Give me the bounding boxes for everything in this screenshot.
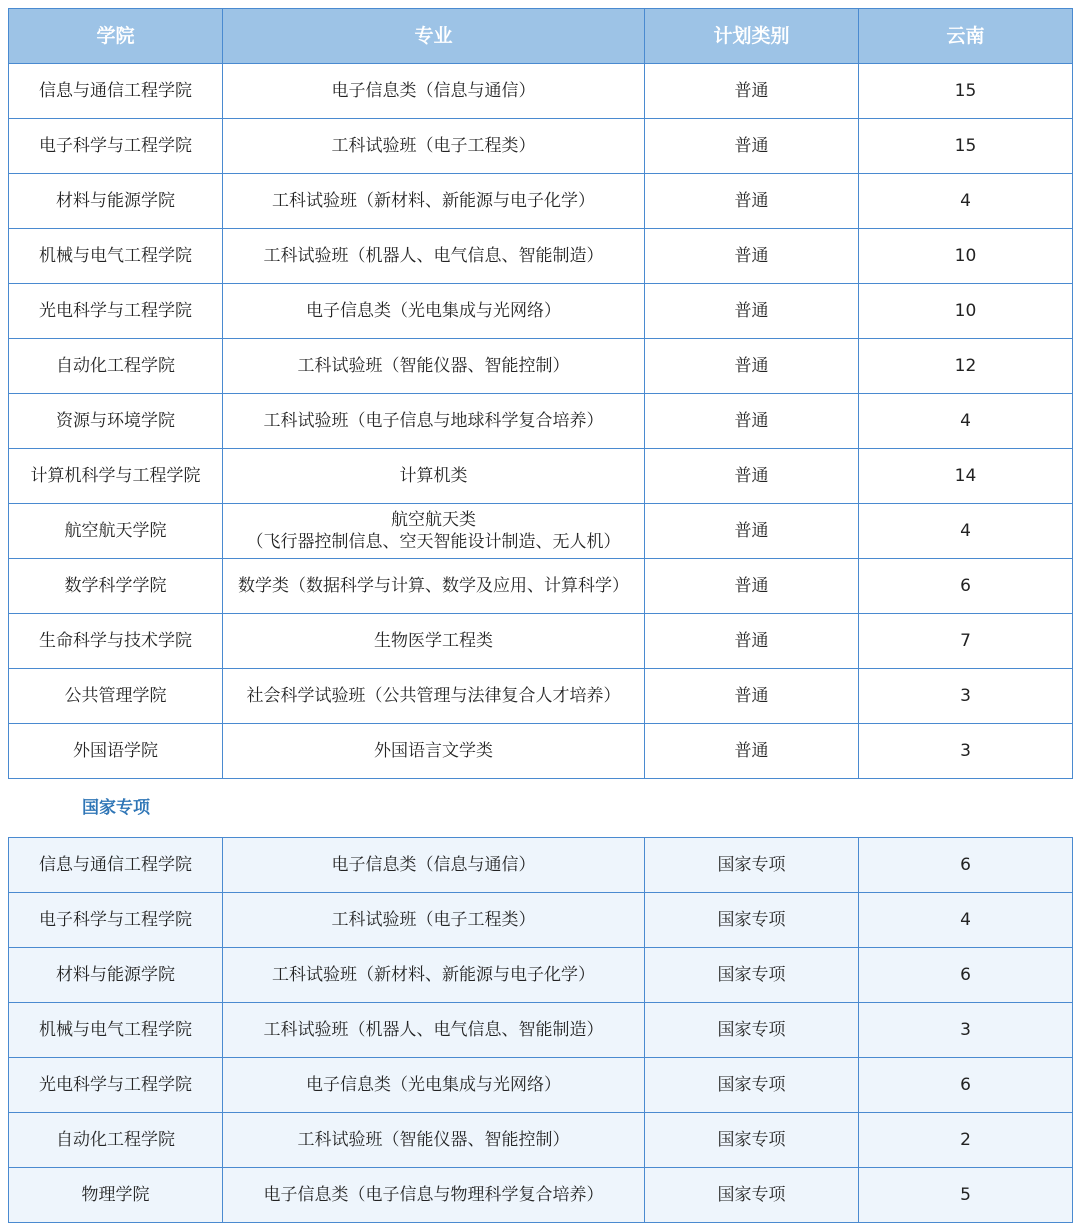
header-plan-type: 计划类别 <box>645 9 859 64</box>
plan-type-cell: 国家专项 <box>645 1168 859 1223</box>
count-cell: 10 <box>859 284 1073 339</box>
major-cell: 工科试验班（智能仪器、智能控制） <box>223 339 645 394</box>
college-cell: 电子科学与工程学院 <box>9 119 223 174</box>
count-cell: 4 <box>859 394 1073 449</box>
major-cell: 电子信息类（信息与通信） <box>223 838 645 893</box>
table-row <box>9 669 1073 724</box>
table-row <box>9 119 1073 174</box>
college-cell: 自动化工程学院 <box>9 339 223 394</box>
table-row <box>9 339 1073 394</box>
major-cell: 计算机类 <box>223 449 645 504</box>
plan-type-cell: 国家专项 <box>645 893 859 948</box>
count-cell: 4 <box>859 893 1073 948</box>
count-cell: 15 <box>859 64 1073 119</box>
major-cell: 生物医学工程类 <box>223 614 645 669</box>
college-cell: 光电科学与工程学院 <box>9 284 223 339</box>
plan-type-cell: 普通 <box>645 504 859 559</box>
plan-type-cell: 普通 <box>645 669 859 724</box>
count-cell: 6 <box>859 838 1073 893</box>
plan-type-cell: 国家专项 <box>645 838 859 893</box>
table-row <box>9 838 1073 893</box>
major-cell: 工科试验班（机器人、电气信息、智能制造） <box>223 1003 645 1058</box>
college-cell: 计算机科学与工程学院 <box>9 449 223 504</box>
plan-type-cell: 普通 <box>645 449 859 504</box>
header-province: 云南 <box>859 9 1073 64</box>
section-title-national-special: 国家专项 <box>82 798 150 818</box>
college-cell: 信息与通信工程学院 <box>9 64 223 119</box>
header-major: 专业 <box>223 9 645 64</box>
count-cell: 15 <box>859 119 1073 174</box>
header-college: 学院 <box>9 9 223 64</box>
count-cell: 6 <box>859 948 1073 1003</box>
count-cell: 7 <box>859 614 1073 669</box>
count-cell: 3 <box>859 669 1073 724</box>
count-cell: 10 <box>859 229 1073 284</box>
major-cell: 电子信息类（电子信息与物理科学复合培养） <box>223 1168 645 1223</box>
college-cell: 材料与能源学院 <box>9 174 223 229</box>
major-cell: 工科试验班（机器人、电气信息、智能制造） <box>223 229 645 284</box>
plan-type-cell: 普通 <box>645 559 859 614</box>
college-cell: 生命科学与技术学院 <box>9 614 223 669</box>
college-cell: 光电科学与工程学院 <box>9 1058 223 1113</box>
college-cell: 航空航天学院 <box>9 504 223 559</box>
count-cell: 6 <box>859 1058 1073 1113</box>
table-row <box>9 1058 1073 1113</box>
college-cell: 外国语学院 <box>9 724 223 779</box>
major-cell: 数学类（数据科学与计算、数学及应用、计算科学） <box>223 559 645 614</box>
major-cell: 外国语言文学类 <box>223 724 645 779</box>
table-row <box>9 948 1073 1003</box>
count-cell: 3 <box>859 724 1073 779</box>
plan-type-cell: 普通 <box>645 339 859 394</box>
table-row <box>9 1168 1073 1223</box>
plan-type-cell: 普通 <box>645 394 859 449</box>
table-row <box>9 893 1073 948</box>
table-row <box>9 174 1073 229</box>
table-row <box>9 229 1073 284</box>
table-row <box>9 559 1073 614</box>
count-cell: 12 <box>859 339 1073 394</box>
college-cell: 自动化工程学院 <box>9 1113 223 1168</box>
count-cell: 14 <box>859 449 1073 504</box>
major-cell: 电子信息类（光电集成与光网络） <box>223 284 645 339</box>
plan-type-cell: 普通 <box>645 174 859 229</box>
college-cell: 资源与环境学院 <box>9 394 223 449</box>
major-cell: 工科试验班（电子工程类） <box>223 893 645 948</box>
table-row <box>9 394 1073 449</box>
plan-type-cell: 国家专项 <box>645 1113 859 1168</box>
college-cell: 信息与通信工程学院 <box>9 838 223 893</box>
college-cell: 电子科学与工程学院 <box>9 893 223 948</box>
table-row <box>9 504 1073 559</box>
major-cell: 电子信息类（信息与通信） <box>223 64 645 119</box>
college-cell: 机械与电气工程学院 <box>9 229 223 284</box>
college-cell: 物理学院 <box>9 1168 223 1223</box>
plan-type-cell: 普通 <box>645 284 859 339</box>
major-cell: 工科试验班（电子信息与地球科学复合培养） <box>223 394 645 449</box>
special-plan-table <box>8 837 1073 1223</box>
major-cell: 工科试验班（新材料、新能源与电子化学） <box>223 948 645 1003</box>
count-cell: 4 <box>859 174 1073 229</box>
major-cell: 社会科学试验班（公共管理与法律复合人才培养） <box>223 669 645 724</box>
plan-type-cell: 普通 <box>645 614 859 669</box>
college-cell: 数学科学学院 <box>9 559 223 614</box>
major-cell: 工科试验班（电子工程类） <box>223 119 645 174</box>
plan-type-cell: 国家专项 <box>645 948 859 1003</box>
table-row <box>9 284 1073 339</box>
major-cell: 电子信息类（光电集成与光网络） <box>223 1058 645 1113</box>
count-cell: 4 <box>859 504 1073 559</box>
plan-type-cell: 国家专项 <box>645 1003 859 1058</box>
table-row <box>9 614 1073 669</box>
plan-type-cell: 普通 <box>645 724 859 779</box>
table-header-row <box>9 9 1073 64</box>
plan-type-cell: 普通 <box>645 64 859 119</box>
plan-type-cell: 国家专项 <box>645 1058 859 1113</box>
count-cell: 3 <box>859 1003 1073 1058</box>
count-cell: 5 <box>859 1168 1073 1223</box>
plan-type-cell: 普通 <box>645 119 859 174</box>
college-cell: 材料与能源学院 <box>9 948 223 1003</box>
count-cell: 6 <box>859 559 1073 614</box>
major-cell: 航空航天类 （飞行器控制信息、空天智能设计制造、无人机） <box>223 504 645 559</box>
count-cell: 2 <box>859 1113 1073 1168</box>
table-row <box>9 724 1073 779</box>
table-row <box>9 1113 1073 1168</box>
regular-plan-table <box>8 8 1073 779</box>
table-row <box>9 449 1073 504</box>
table-row <box>9 64 1073 119</box>
major-cell: 工科试验班（智能仪器、智能控制） <box>223 1113 645 1168</box>
college-cell: 公共管理学院 <box>9 669 223 724</box>
college-cell: 机械与电气工程学院 <box>9 1003 223 1058</box>
major-cell: 工科试验班（新材料、新能源与电子化学） <box>223 174 645 229</box>
plan-type-cell: 普通 <box>645 229 859 284</box>
table-row <box>9 1003 1073 1058</box>
